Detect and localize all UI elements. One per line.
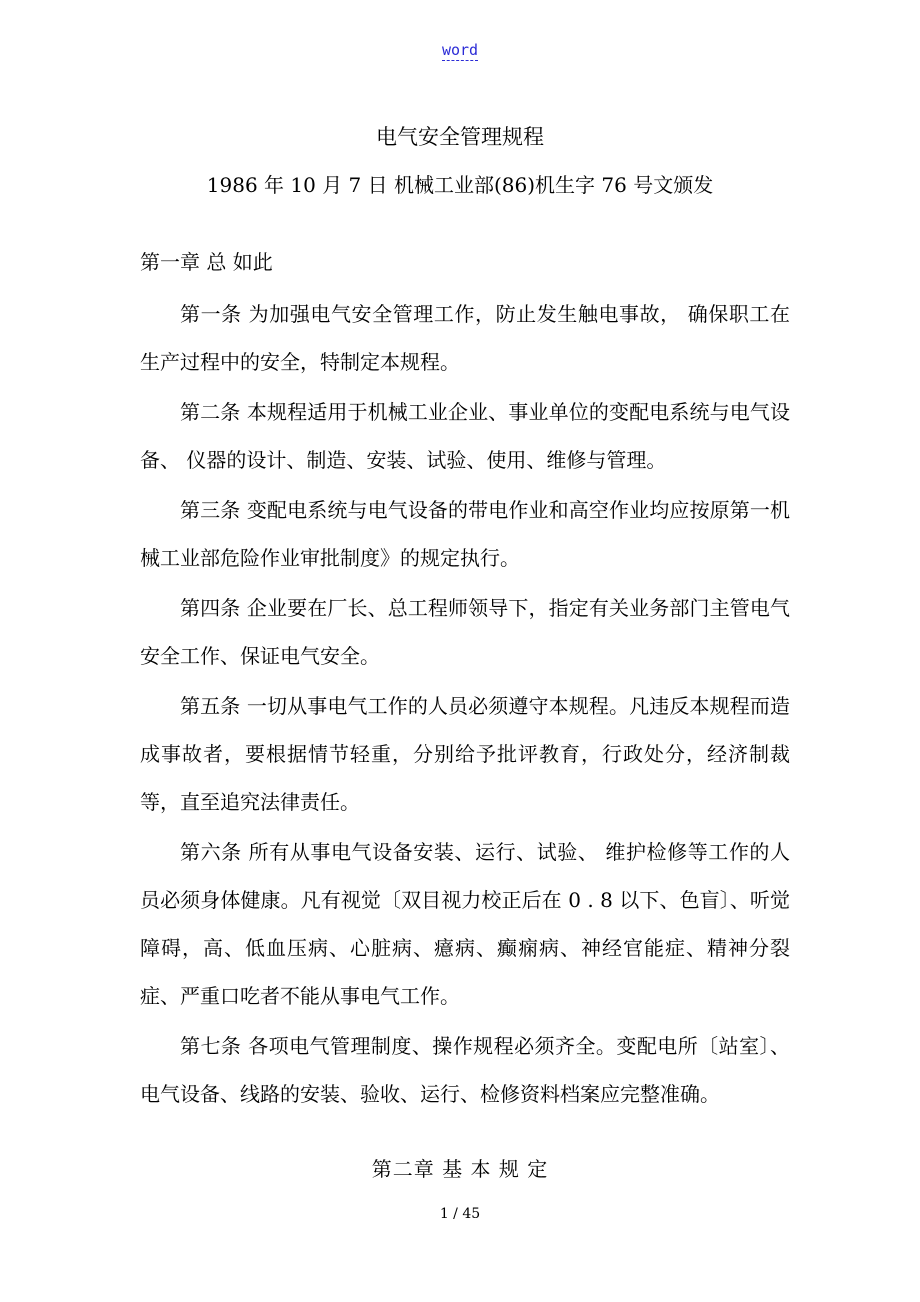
document-title: 电气安全管理规程 [376, 125, 544, 149]
article-2: 第二条 本规程适用于机械工业企业、事业单位的变配电系统与电气设备、 仪器的设计、制造、安装、试验、使用、维修与管理。 [140, 400, 790, 472]
header-link-text[interactable]: word [441, 41, 479, 59]
chapter-2-heading: 第二章 基 本 规 定 [371, 1157, 549, 1181]
document-subtitle: 1986 年 10 月 7 日 机械工业部(86)机生字 76 号文颁发 [206, 173, 714, 197]
article-5: 第五条 一切从事电气工作的人员必须遵守本规程。凡违反本规程而造成事故者，要根据情节轻重，分别给予批评教育，行政处分，经济制裁等，直至追究法律责任。 [140, 694, 790, 814]
article-3: 第三条 变配电系统与电气设备的带电作业和高空作业均应按原第一机械工业部危险作业审批制度》的规定执行。 [140, 498, 790, 570]
article-7: 第七条 各项电气管理制度、操作规程必须齐全。变配电所〔站室〕、电气设备、线路的安装、验收、运行、检修资料档案应完整准确。 [140, 1034, 790, 1106]
article-4: 第四条 企业要在厂长、总工程师领导下，指定有关业务部门主管电气安全工作、保证电气安全。 [140, 596, 790, 668]
page-number: 1 / 45 [439, 1206, 481, 1222]
article-1: 第一条 为加强电气安全管理工作，防止发生触电事故， 确保职工在生产过程中的安全，特制定本规程。 [140, 302, 790, 374]
document-body [140, 238, 790, 1120]
article-6: 第六条 所有从事电气设备安装、运行、试验、 维护检修等工作的人员必须身体健康。凡有视觉〔双目视力校正后在 0 . 8 以下、色盲〕、听觉障碍，高、低血压病、心脏病、癔病、癫痫病、神经官能症、精神分裂症、严重口吃者不能从事电气工作。 [140, 840, 790, 1008]
chapter-1-heading: 第一章 总 如此 [140, 250, 273, 274]
header-word-link[interactable] [0, 41, 920, 59]
